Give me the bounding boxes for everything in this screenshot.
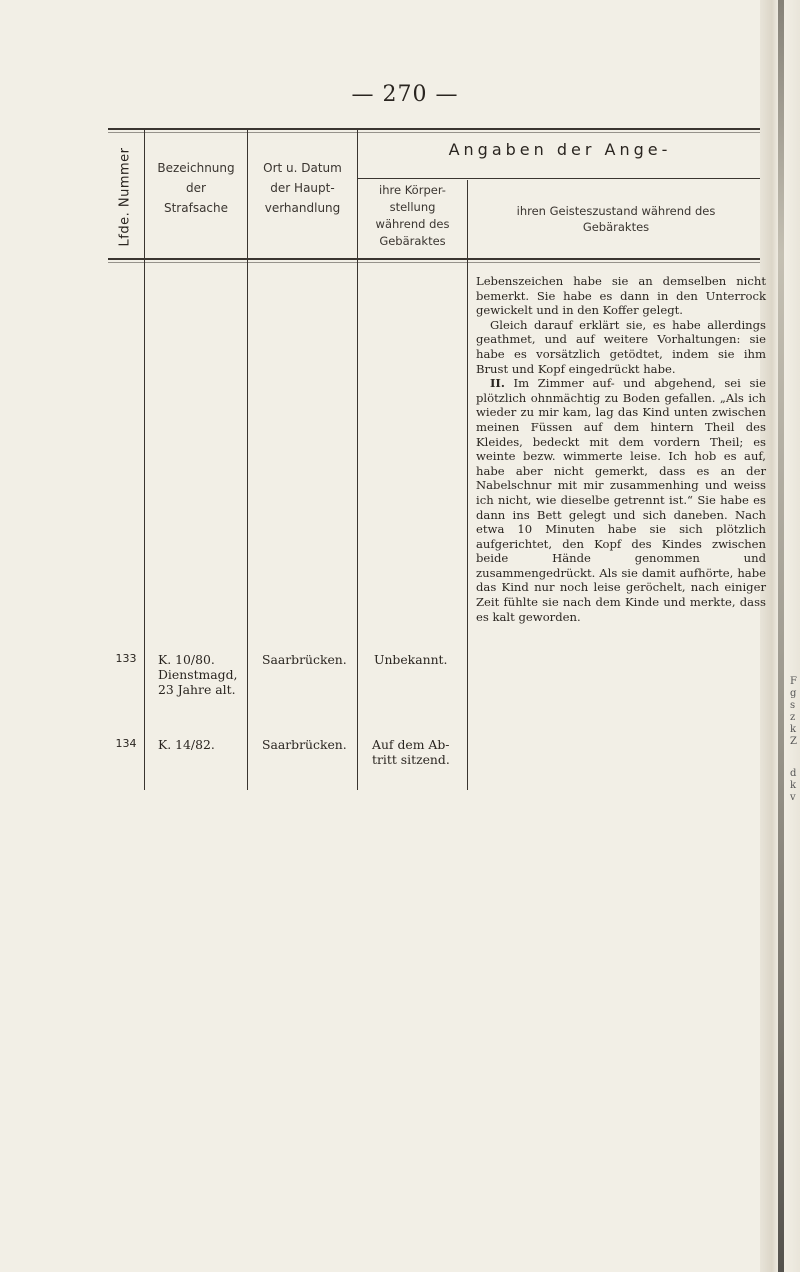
margin-fragment: k <box>790 724 797 735</box>
header-bottom-rule <box>108 258 760 260</box>
header-koerper-line4: Gebäraktes <box>379 234 446 248</box>
header-geist-line2: Gebäraktes <box>582 220 650 234</box>
table-top-rule-thin <box>108 132 760 133</box>
header-lfd-nummer-text: Lfde. Nummer <box>117 147 133 247</box>
margin-fragment: g <box>790 688 797 699</box>
row-134-koerper-line2: tritt sitzend. <box>372 752 450 767</box>
margin-fragment: z <box>790 712 796 723</box>
row-134-aktenzeichen: K. 14/82. <box>158 737 215 752</box>
text-paragraph-3 <box>476 376 766 624</box>
header-ort-line2: der Haupt- <box>270 181 335 195</box>
margin-fragment: s <box>790 700 796 711</box>
margin-fragment: d <box>790 768 797 779</box>
header-lfd-nummer <box>108 132 142 262</box>
header-angaben: Angaben der Ange- <box>448 140 672 159</box>
margin-fragment: Z <box>790 736 797 747</box>
row-133-aktenzeichen: K. 10/80. <box>158 652 215 667</box>
header-bezeichnung <box>146 158 246 218</box>
header-geisteszustand <box>470 203 762 235</box>
header-ort-datum <box>249 158 356 218</box>
col-rule-2 <box>247 128 248 790</box>
header-bezeichnung-line2: der <box>186 181 206 195</box>
header-koerper-line2: stellung <box>389 200 436 214</box>
row-133-bezeichnung <box>158 652 246 697</box>
row-134-bezeichnung <box>158 737 246 752</box>
header-koerper-line1: ihre Körper- <box>379 183 446 197</box>
text-paragraph-2: Gleich darauf erklärt sie, es habe allerdings geathmet, und auf weitere Vorhaltungen: sie habe es vorsätzlich getödtet, indem sie ihm Brust und Kopf eingedrückt habe. <box>476 317 766 376</box>
table-top-rule <box>108 128 760 130</box>
row-134-number: 134 <box>115 737 137 750</box>
header-koerper-line3: während des <box>375 217 450 231</box>
row-133-koerperstellung: Unbekannt. <box>374 652 448 667</box>
page-edge-dark <box>778 0 784 1272</box>
margin-fragment: F <box>790 676 797 687</box>
header-bezeichnung-line3: Strafsache <box>163 201 229 215</box>
row-133-number: 133 <box>115 652 137 665</box>
text-paragraph-1: Lebenszeichen habe sie an demselben nicht bemerkt. Sie habe es dann in den Unterrock gewickelt und in den Koffer gelegt. <box>476 274 766 318</box>
page-number: — 270 — <box>351 82 459 107</box>
header-koerperstellung <box>359 182 466 250</box>
col-rule-4 <box>467 180 468 790</box>
text-paragraph-3-body: Im Zimmer auf- und abgehend, sei sie plötzlich ohnmächtig zu Boden gefallen. „Als ich wieder zu mir kam, lag das Kind unten zwischen meinen Füssen auf dem hintern Theil des Kleides, bedeckt mit dem vordern Theil; es weinte bezw. wimmerte leise. Ich hob es auf, habe aber nicht gemerkt, dass es an der Nabelschnur mit mir zusammenhing und weiss ich nicht, wie dieselbe getrennt ist.“ Sie habe es dann ins Bett gelegt und sich daneben. Nach etwa 10 Minuten habe sie sich plötzlich aufgerichtet, den Kopf des Kindes zwischen beide Hände genommen und zusammengedrückt. Als sie damit aufhörte, habe das Kind nur noch leise geröchelt, nach einiger Zeit fühlte sie nach dem Kinde und merkte, dass es kalt geworden. <box>476 376 766 624</box>
col-rule-3 <box>357 128 358 790</box>
roman-numeral-ii: II. <box>490 376 505 391</box>
margin-fragment: v <box>790 792 796 803</box>
header-geist-line1: ihren Geisteszustand während des <box>516 204 716 218</box>
margin-fragment: k <box>790 780 797 791</box>
row-134-ort: Saarbrücken. <box>262 737 347 752</box>
row-133-ort: Saarbrücken. <box>262 652 347 667</box>
continuation-text <box>476 274 766 624</box>
header-bezeichnung-line1: Bezeichnung <box>157 161 235 175</box>
col-rule-1 <box>144 128 145 790</box>
row-133-alter: 23 Jahre alt. <box>158 682 236 697</box>
angaben-sub-rule <box>358 178 760 179</box>
row-134-koerper-line1: Auf dem Ab- <box>372 737 450 752</box>
header-bottom-rule-thin <box>108 262 760 263</box>
row-134-koerperstellung <box>372 737 466 767</box>
row-133-beruf: Dienstmagd, <box>158 667 238 682</box>
header-ort-line3: verhandlung <box>264 201 341 215</box>
header-ort-line1: Ort u. Datum <box>263 161 342 175</box>
